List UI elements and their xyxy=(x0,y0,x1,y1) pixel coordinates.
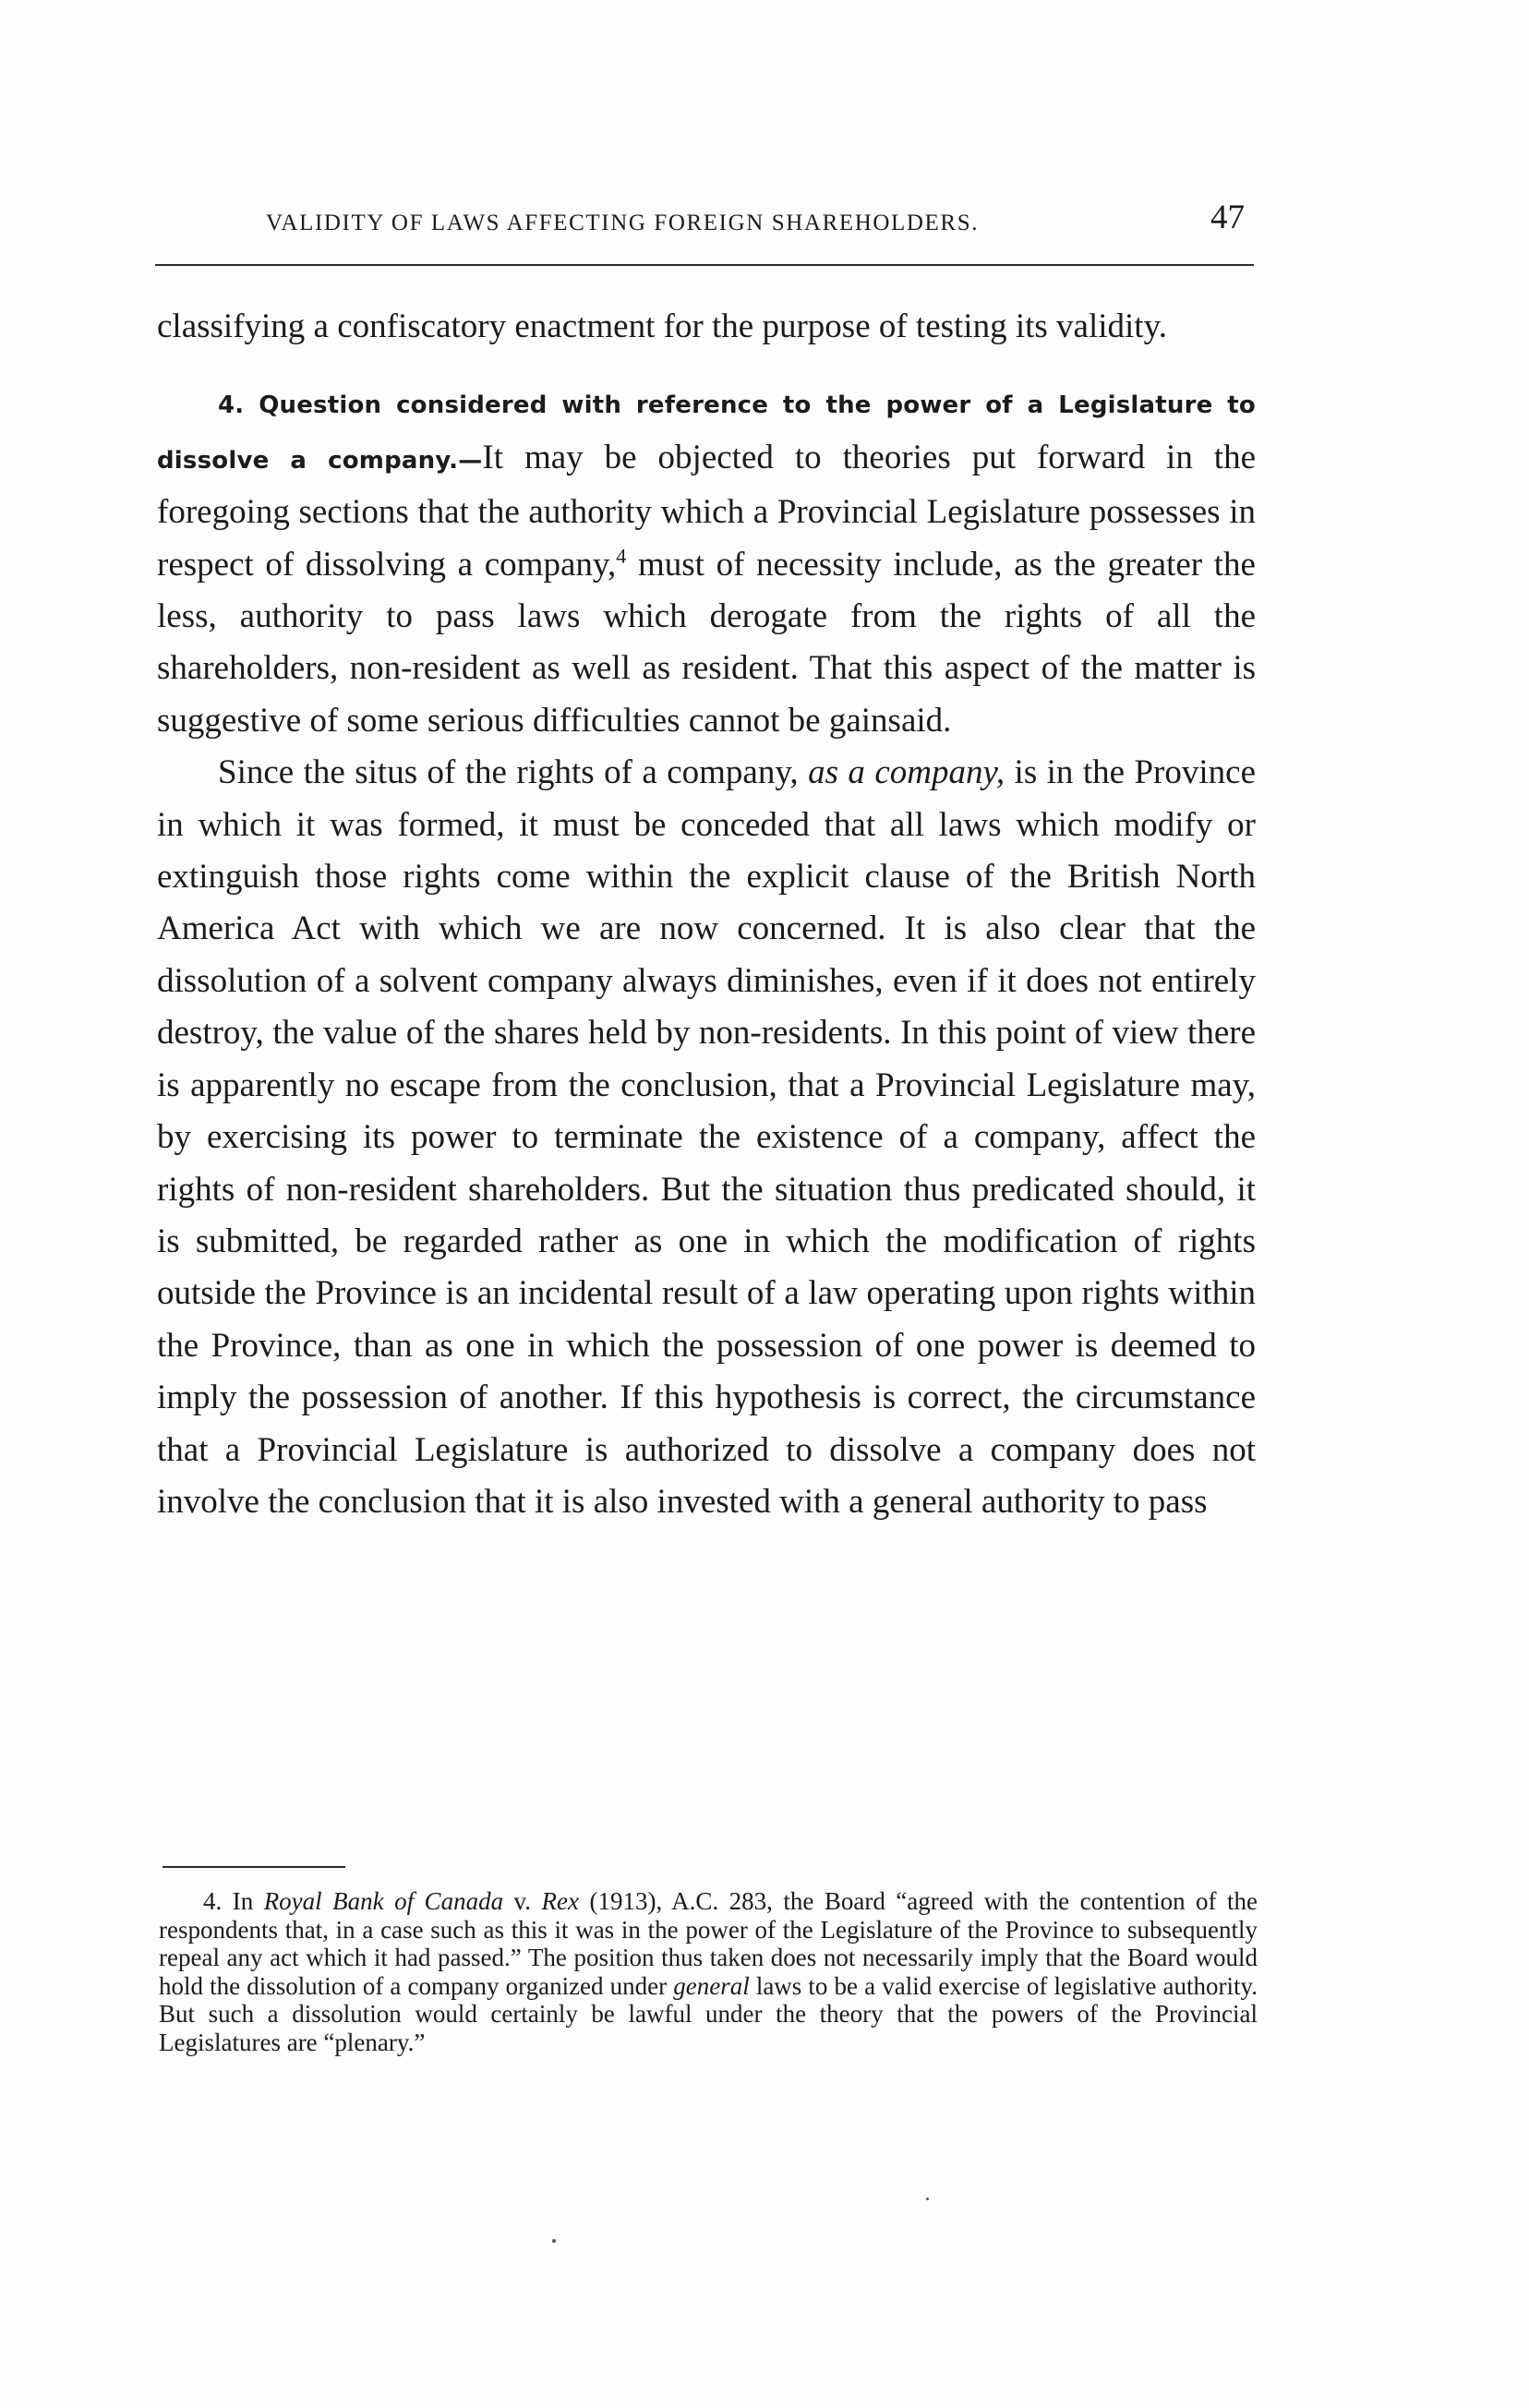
footnote-text: 4. In xyxy=(203,1887,264,1915)
footnote-text: (1913), A.C. 283, the Board “agreed with the contention of the respondents that, in a case such as this it was in the power of the Legislature of the Province to subsequently repeal any act which it had passed.” The position thus taken does not necessarily imply that the Board would hold the dissolution of a company organized under xyxy=(159,1887,1258,2000)
footnote-text: laws to be a valid exercise of legislative authority. But such a dissolution would certainly be lawful under the theory that the powers of the Provincial Legislatures are “plenary.” xyxy=(159,1971,1258,2056)
footnote-reference[interactable]: 4 xyxy=(616,544,627,568)
scan-speck xyxy=(552,2239,556,2243)
scan-speck xyxy=(926,2197,929,2200)
paragraph-situs xyxy=(157,747,1256,1528)
paragraph-continued: classifying a confiscatory enactment for the purpose of testing its validity. xyxy=(157,307,1167,345)
paragraph-text: Since the situs of the rights of a company, xyxy=(218,753,809,792)
section-text: It may be objected to theories put forward in the foregoing sections that the authority which a Provincial Legislature possesses in respect of dissolving a company, xyxy=(157,438,1257,584)
section-heading: 4. Question considered with reference to the power of a Legislature to dissolve a company.— xyxy=(157,391,1256,475)
italic-word: general xyxy=(673,1971,750,2000)
footnotes xyxy=(159,1887,1258,2056)
footnote-rule xyxy=(163,1866,345,1868)
case-name: Royal Bank of Canada xyxy=(263,1887,504,1915)
footnote-4 xyxy=(159,1887,1258,2056)
section-text-continued: must of necessity include, as the greater the less, authority to pass laws which derogate from the rights of all the shareholders, non-resident as well as resident. That this aspect of the matter is suggestive of some serious difficulties cannot be gainsaid. xyxy=(157,545,1256,740)
page-header xyxy=(155,183,1254,238)
body-text xyxy=(157,301,1256,1528)
running-title: VALIDITY OF LAWS AFFECTING FOREIGN SHAREHOLDERS. xyxy=(266,211,980,235)
page-number: 47 xyxy=(1210,199,1245,236)
paragraph-text-continued: is in the Province in which it was formed, it must be conceded that all laws which modify or extinguish those rights come within the explicit clause of the British North America Act with which we are now concerned. It is also clear that the dissolution of a solvent company always diminishes, even if it does not entirely destroy, the value of the shares held by non-residents. In this point of view there is apparently no escape from the conclusion, that a Provincial Legislature may, by exercising its power to terminate the existence of a company, affect the rights of non-resident shareholders. But the situation thus predicated should, it is submitted, be regarded rather as one in which the modification of rights outside the Province is an incidental result of a law operating upon rights within the Province, than as one in which the possession of one power is deemed to imply the possession of another. If this hypothesis is correct, the circumstance that a Provincial Legislature is authorized to dissolve a company does not involve the conclusion that it is also invested with a general authority to pass xyxy=(157,753,1257,1521)
header-rule xyxy=(155,264,1254,266)
footnote-text: v. xyxy=(503,1887,542,1915)
case-party: Rex xyxy=(541,1887,579,1915)
italic-phrase: as a company, xyxy=(808,753,1005,792)
section-4-paragraph xyxy=(157,377,1256,747)
